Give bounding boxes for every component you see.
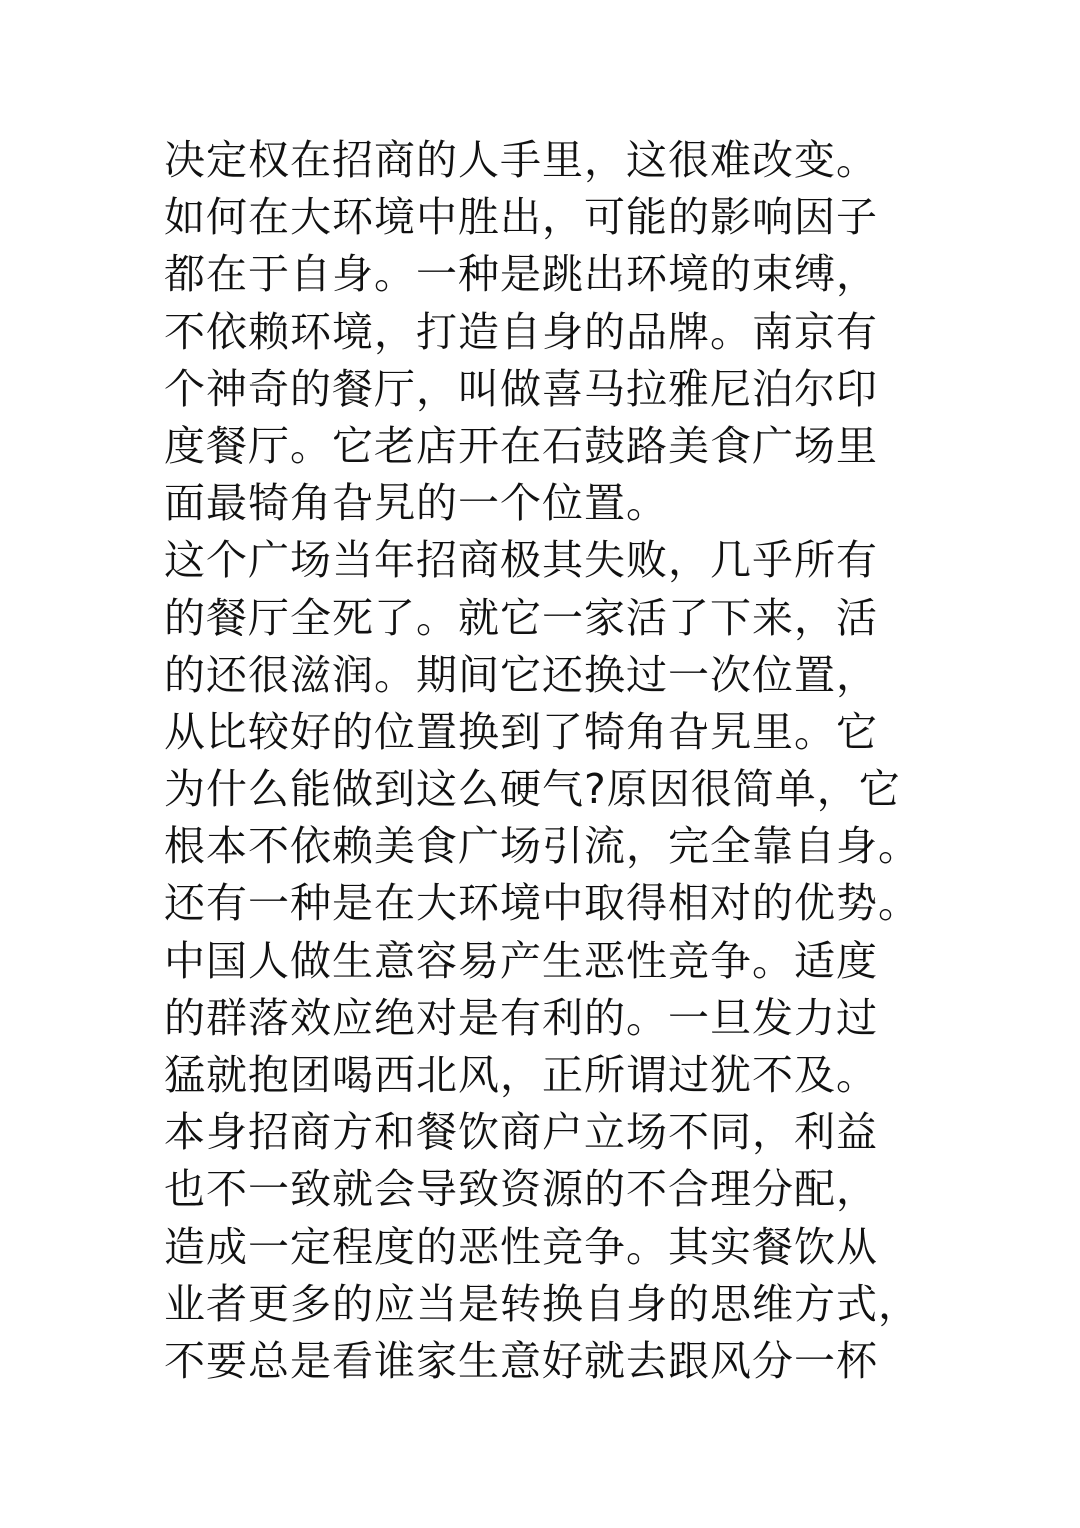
text-line: 从比较好的位置换到了犄角旮旯里。它 — [164, 707, 878, 756]
text-line: 如何在大环境中胜出，可能的影响因子 — [164, 193, 878, 242]
text-line: 为什么能做到这么硬气?原因很简单，它 — [164, 765, 901, 814]
text-line: 面最犄角旮旯的一个位置。 — [164, 479, 668, 528]
text-line: 造成一定程度的恶性竞争。其实餐饮从 — [164, 1222, 878, 1271]
text-line: 的餐厅全死了。就它一家活了下来，活 — [164, 593, 878, 642]
text-line: 中国人做生意容易产生恶性竞争。适度 — [164, 936, 878, 985]
text-line: 还有一种是在大环境中取得相对的优势。 — [164, 879, 920, 928]
text-line: 不要总是看谁家生意好就去跟风分一杯 — [164, 1336, 878, 1385]
text-line: 都在于自身。一种是跳出环境的束缚， — [164, 250, 878, 299]
text-line: 这个广场当年招商极其失败，几乎所有 — [164, 536, 878, 585]
text-line: 决定权在招商的人手里，这很难改变。 — [164, 136, 878, 184]
article-text — [164, 132, 934, 1390]
text-line: 根本不依赖美食广场引流，完全靠自身。 — [164, 822, 920, 871]
text-line: 的群落效应绝对是有利的。一旦发力过 — [164, 993, 878, 1042]
text-line: 业者更多的应当是转换自身的思维方式， — [164, 1279, 920, 1328]
text-line: 也不一致就会导致资源的不合理分配， — [164, 1165, 878, 1214]
text-line: 个神奇的餐厅，叫做喜马拉雅尼泊尔印 — [164, 364, 878, 413]
text-line: 度餐厅。它老店开在石鼓路美食广场里 — [164, 421, 878, 470]
text-line: 不依赖环境，打造自身的品牌。南京有 — [164, 307, 878, 356]
text-line: 的还很滋润。期间它还换过一次位置， — [164, 650, 878, 699]
text-line: 本身招商方和餐饮商户立场不同，利益 — [164, 1108, 878, 1157]
text-line: 猛就抱团喝西北风，正所谓过犹不及。 — [164, 1051, 878, 1099]
